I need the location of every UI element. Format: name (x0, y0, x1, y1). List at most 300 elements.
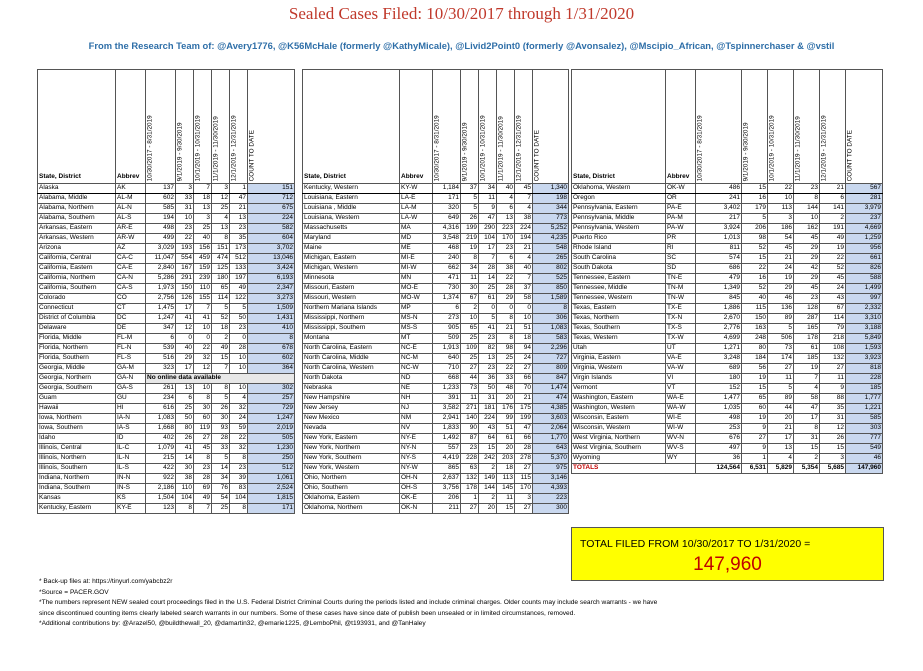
district-abbrev: LA-E (400, 194, 433, 204)
count-to-date: 3,146 (533, 474, 569, 484)
count-to-date: 604 (248, 234, 295, 244)
period-count: 22 (176, 234, 194, 244)
period-count: 28 (515, 444, 533, 454)
period-count: 13 (768, 444, 794, 454)
period-count: 13 (497, 214, 515, 224)
district-name: Illinois, Northern (38, 454, 116, 464)
period-count: 218 (820, 334, 846, 344)
period-count: 181 (479, 404, 497, 414)
period-count: 320 (433, 204, 461, 214)
count-to-date: 773 (533, 214, 569, 224)
period-count: 94 (515, 344, 533, 354)
period-count: 7 (515, 194, 533, 204)
district-abbrev: TX-W (666, 334, 696, 344)
period-count: 56 (742, 364, 768, 374)
period-count: 119 (194, 424, 212, 434)
period-count: 150 (742, 314, 768, 324)
header-period-label: 12/1/2019 - 12/31/2019 (820, 115, 828, 182)
period-count: 40 (497, 184, 515, 194)
period-count: 1,374 (433, 294, 461, 304)
table-row (572, 274, 883, 284)
count-to-date: 3,923 (846, 354, 883, 364)
total-filed-box (571, 527, 884, 581)
period-count: 9 (742, 444, 768, 454)
period-count: 291 (176, 274, 194, 284)
table-row (303, 454, 569, 464)
period-count: 47 (515, 424, 533, 434)
period-count: 8 (497, 314, 515, 324)
table-row (572, 404, 883, 414)
totals-row (572, 464, 883, 474)
district-name: Georgia, Southern (38, 384, 116, 394)
period-count: 9 (479, 204, 497, 214)
period-count: 145 (497, 484, 515, 494)
period-count: 21 (230, 204, 248, 214)
district-name: South Carolina (572, 254, 666, 264)
period-count: 1,886 (696, 304, 742, 314)
period-count: 173 (230, 244, 248, 254)
period-count: 206 (433, 494, 461, 504)
period-count: 141 (820, 204, 846, 214)
period-count: 539 (146, 344, 176, 354)
count-to-date: 729 (248, 404, 295, 414)
table-row (38, 504, 295, 514)
table-row (303, 284, 569, 294)
district-abbrev: MI-W (400, 264, 433, 274)
period-count: 224 (479, 414, 497, 424)
district-abbrev: GA-S (116, 384, 146, 394)
district-name: Idaho (38, 434, 116, 444)
table-row (38, 234, 295, 244)
period-count: 3 (176, 184, 194, 194)
table-col-3 (571, 69, 883, 474)
period-count: 21 (515, 244, 533, 254)
district-abbrev: WI-E (666, 414, 696, 424)
period-count: 689 (696, 364, 742, 374)
period-count: 7 (194, 184, 212, 194)
district-abbrev: TX-S (666, 324, 696, 334)
period-count: 3 (515, 494, 533, 504)
district-abbrev: AL-S (116, 214, 146, 224)
district-name: Michigan, Eastern (303, 254, 400, 264)
district-name: Connecticut (38, 304, 116, 314)
count-to-date: 585 (846, 414, 883, 424)
period-count: 22 (768, 184, 794, 194)
count-to-date: 975 (533, 464, 569, 474)
period-count: 98 (497, 344, 515, 354)
table-row (572, 224, 883, 234)
period-count: 51 (497, 424, 515, 434)
district-abbrev: CT (116, 304, 146, 314)
period-count: 16 (742, 194, 768, 204)
district-abbrev: ME (400, 244, 433, 254)
period-count: 1 (742, 454, 768, 464)
district-name: Alaska (38, 184, 116, 194)
period-count: 602 (146, 194, 176, 204)
period-count: 4 (515, 254, 533, 264)
table-row (572, 234, 883, 244)
table-row (38, 304, 295, 314)
district-abbrev: WI-W (666, 424, 696, 434)
period-count: 180 (212, 274, 230, 284)
period-count: 69 (194, 484, 212, 494)
count-to-date: 1,815 (248, 494, 295, 504)
table-row (38, 194, 295, 204)
count-to-date: 228 (846, 374, 883, 384)
header-count-label: COUNT TO DATE (846, 130, 854, 182)
period-count: 33 (497, 374, 515, 384)
district-abbrev: NC-M (400, 354, 433, 364)
count-to-date: 1,509 (248, 304, 295, 314)
district-name: Mississippi, Northern (303, 314, 400, 324)
period-count: 60 (194, 414, 212, 424)
period-count: 191 (820, 224, 846, 234)
period-count: 34 (212, 474, 230, 484)
district-abbrev: NC-E (400, 344, 433, 354)
table-row (38, 254, 295, 264)
period-count: 50 (479, 384, 497, 394)
period-count: 110 (194, 284, 212, 294)
district-name: Pennsylvania, Western (572, 224, 666, 234)
period-count: 10 (176, 214, 194, 224)
district-name: Maryland (303, 234, 400, 244)
period-count: 61 (794, 344, 820, 354)
header-period (515, 70, 533, 184)
period-count: 8 (194, 454, 212, 464)
period-count: 47 (230, 194, 248, 204)
count-to-date: 344 (533, 204, 569, 214)
count-to-date: 2,524 (248, 484, 295, 494)
period-count: 33 (212, 444, 230, 454)
count-to-date: 364 (248, 364, 295, 374)
period-count: 80 (176, 424, 194, 434)
period-count: 2,186 (146, 484, 176, 494)
period-count: 23 (479, 334, 497, 344)
district-name: Rhode Island (572, 244, 666, 254)
period-count: 206 (742, 224, 768, 234)
count-to-date: 151 (248, 184, 295, 194)
district-name: Massachusetts (303, 224, 400, 234)
period-count: 61 (497, 434, 515, 444)
period-count: 11,047 (146, 254, 176, 264)
period-count: 37 (515, 284, 533, 294)
period-count: 7 (515, 274, 533, 284)
district-name: Pennsylvania, Middle (572, 214, 666, 224)
period-count: 676 (696, 434, 742, 444)
header-state: State, District (38, 70, 116, 184)
header-state: State, District (303, 70, 400, 184)
period-count: 83 (230, 484, 248, 494)
period-count: 17 (768, 434, 794, 444)
period-count: 6 (176, 394, 194, 404)
header-period (176, 70, 194, 184)
count-to-date: 1,061 (248, 474, 295, 484)
period-count: 176 (497, 404, 515, 414)
count-to-date: 410 (248, 324, 295, 334)
period-count: 126 (176, 294, 194, 304)
period-count: 27 (515, 364, 533, 374)
footnote-line: *The numbers represent NEW sealed court proceedings filed in the U.S. Federal District Criminal Courts during the periods listed and include criminal charges. Older counts may include search warrants - we have (39, 599, 658, 606)
period-count: 63 (461, 464, 479, 474)
period-count: 104 (176, 494, 194, 504)
period-count: 2 (212, 334, 230, 344)
period-count: 49 (230, 284, 248, 294)
district-abbrev: CA-C (116, 254, 146, 264)
district-name: Texas, Eastern (572, 304, 666, 314)
district-abbrev: TN-E (666, 274, 696, 284)
period-count: 1,668 (146, 424, 176, 434)
header-row (303, 70, 569, 184)
period-count: 167 (176, 264, 194, 274)
district-name: Florida, Middle (38, 334, 116, 344)
table-row (38, 404, 295, 414)
district-name: New York, Northern (303, 444, 400, 454)
period-count: 8 (497, 334, 515, 344)
district-abbrev: MP (400, 304, 433, 314)
period-count: 512 (230, 254, 248, 264)
footnote-line: *Additional contributions by: @Arazel50, @buildthewall_20, @damartin32, @emarie1225, @LemboPhil, @t193931, and @TanHaley (39, 620, 426, 627)
district-abbrev: DC (116, 314, 146, 324)
period-count: 50 (176, 414, 194, 424)
period-count: 32 (230, 404, 248, 414)
count-to-date: 1,230 (248, 444, 295, 454)
district-name: Alabama, Southern (38, 214, 116, 224)
header-period (433, 70, 461, 184)
district-abbrev: KY-W (400, 184, 433, 194)
count-to-date: 525 (533, 274, 569, 284)
period-count: 155 (194, 294, 212, 304)
period-count: 2 (479, 464, 497, 474)
table-col-1 (37, 69, 295, 514)
header-period-label: 10/30/2017 - 8/31/2019 (146, 115, 154, 182)
header-period (146, 70, 176, 184)
district-abbrev: TN-W (666, 294, 696, 304)
period-count: 22 (820, 254, 846, 264)
period-count: 58 (515, 294, 533, 304)
period-count: 170 (515, 484, 533, 494)
period-count: 47 (794, 404, 820, 414)
period-count: 1,475 (146, 304, 176, 314)
period-count: 35 (820, 404, 846, 414)
district-name: Northern Mariana Islands (303, 304, 400, 314)
table-row (303, 414, 569, 424)
district-abbrev: GA-N (116, 374, 146, 384)
period-count: 498 (146, 224, 176, 234)
header-period-label: 11/1/2019 - 11/30/2019 (794, 116, 802, 182)
count-to-date: 46 (846, 454, 883, 464)
header-period (696, 70, 742, 184)
district-abbrev: CO (116, 294, 146, 304)
period-count: 40 (194, 234, 212, 244)
period-count: 686 (696, 264, 742, 274)
period-count: 2,941 (433, 414, 461, 424)
count-to-date: 5,370 (533, 454, 569, 464)
no-data-note: No online data available (146, 374, 295, 384)
count-to-date: 582 (248, 224, 295, 234)
table-row (38, 454, 295, 464)
totals-period: 5,685 (820, 464, 846, 474)
period-count: 25 (479, 284, 497, 294)
period-count: 30 (461, 284, 479, 294)
header-period (768, 70, 794, 184)
period-count: 24 (768, 264, 794, 274)
district-name: Virginia, Western (572, 364, 666, 374)
count-to-date: 302 (248, 384, 295, 394)
count-to-date: 2,332 (846, 304, 883, 314)
period-count: 468 (433, 244, 461, 254)
period-count: 36 (479, 374, 497, 384)
period-count: 133 (230, 264, 248, 274)
period-count: 557 (433, 444, 461, 454)
header-period (794, 70, 820, 184)
period-count: 19 (794, 364, 820, 374)
period-count: 391 (433, 394, 461, 404)
period-count: 25 (497, 354, 515, 364)
period-count: 24 (230, 414, 248, 424)
district-name: Minnesota (303, 274, 400, 284)
district-name: Alabama, Northern (38, 204, 116, 214)
period-count: 66 (515, 374, 533, 384)
table-row (572, 304, 883, 314)
district-abbrev: MO-W (400, 294, 433, 304)
period-count: 28 (230, 344, 248, 354)
district-abbrev: CA-N (116, 274, 146, 284)
period-count: 25 (176, 404, 194, 414)
period-count: 3,756 (433, 484, 461, 494)
period-count: 5 (230, 304, 248, 314)
period-count: 23 (176, 224, 194, 234)
period-count: 67 (461, 294, 479, 304)
period-count: 18 (515, 334, 533, 344)
district-name: Arizona (38, 244, 116, 254)
period-count: 24 (515, 354, 533, 364)
district-name: New York, Southern (303, 454, 400, 464)
period-count: 865 (433, 464, 461, 474)
totals-count: 147,960 (846, 464, 883, 474)
period-count: 18 (212, 324, 230, 334)
table-row (38, 224, 295, 234)
period-count: 5 (212, 454, 230, 464)
period-count: 67 (820, 304, 846, 314)
period-count: 574 (696, 254, 742, 264)
table-row (572, 374, 883, 384)
district-name: Louisiana, Eastern (303, 194, 400, 204)
district-name: South Dakota (572, 264, 666, 274)
period-count: 21 (820, 184, 846, 194)
period-count: 41 (194, 314, 212, 324)
district-abbrev: AZ (116, 244, 146, 254)
count-to-date: 727 (533, 354, 569, 364)
table-row (303, 224, 569, 234)
period-count: 87 (461, 434, 479, 444)
period-count: 31 (794, 434, 820, 444)
table-row (572, 294, 883, 304)
period-count: 90 (461, 424, 479, 434)
period-count: 1,349 (696, 284, 742, 294)
period-count: 20 (479, 504, 497, 514)
count-to-date: 643 (533, 444, 569, 454)
district-name: Guam (38, 394, 116, 404)
period-count: 22 (230, 434, 248, 444)
period-count: 23 (230, 224, 248, 234)
period-count: 347 (146, 324, 176, 334)
district-abbrev: NY-S (400, 454, 433, 464)
count-to-date: 1,777 (846, 394, 883, 404)
count-to-date: 281 (846, 194, 883, 204)
period-count: 1,013 (696, 234, 742, 244)
period-count: 98 (742, 234, 768, 244)
period-count: 179 (742, 204, 768, 214)
table-row (303, 324, 569, 334)
district-abbrev: KY-E (116, 504, 146, 514)
count-to-date: 3,979 (846, 204, 883, 214)
period-count: 1,913 (433, 344, 461, 354)
period-count: 19 (768, 274, 794, 284)
period-count: 2,776 (696, 324, 742, 334)
table-row (303, 234, 569, 244)
period-count: 43 (479, 424, 497, 434)
period-count: 23 (194, 464, 212, 474)
table-row (572, 284, 883, 294)
count-to-date: 809 (533, 364, 569, 374)
count-to-date: 8 (248, 334, 295, 344)
period-count: 10 (461, 314, 479, 324)
district-name: Missouri, Eastern (303, 284, 400, 294)
table-row (572, 254, 883, 264)
period-count: 25 (461, 334, 479, 344)
district-name: New Hampshire (303, 394, 400, 404)
district-abbrev: WA-E (666, 394, 696, 404)
period-count: 25 (194, 224, 212, 234)
count-to-date: 1,593 (846, 344, 883, 354)
district-abbrev: DE (116, 324, 146, 334)
period-count: 649 (433, 214, 461, 224)
count-to-date: 306 (533, 314, 569, 324)
period-count: 54 (768, 234, 794, 244)
table-row (303, 294, 569, 304)
district-abbrev: NV (400, 424, 433, 434)
table-row (38, 294, 295, 304)
period-count: 8 (212, 384, 230, 394)
district-abbrev: WY (666, 454, 696, 464)
period-count: 215 (146, 454, 176, 464)
period-count: 132 (820, 354, 846, 364)
period-count: 211 (433, 504, 461, 514)
period-count: 13 (194, 204, 212, 214)
period-count: 8 (230, 454, 248, 464)
period-count: 29 (768, 284, 794, 294)
table-row (572, 454, 883, 464)
period-count: 730 (433, 284, 461, 294)
table-row (572, 214, 883, 224)
period-count: 10 (194, 384, 212, 394)
header-count (533, 70, 569, 184)
period-count: 199 (461, 224, 479, 234)
district-abbrev: MS-N (400, 314, 433, 324)
district-abbrev: ID (116, 434, 146, 444)
period-count: 22 (497, 274, 515, 284)
period-count: 49 (212, 344, 230, 354)
table-row (303, 384, 569, 394)
district-abbrev: PA-M (666, 214, 696, 224)
count-to-date: 6,193 (248, 274, 295, 284)
period-count: 46 (768, 294, 794, 304)
district-abbrev: MI-E (400, 254, 433, 264)
table-row (303, 344, 569, 354)
header-abbrev: Abbrev (400, 70, 433, 184)
count-to-date: 250 (248, 454, 295, 464)
period-count: 509 (433, 334, 461, 344)
